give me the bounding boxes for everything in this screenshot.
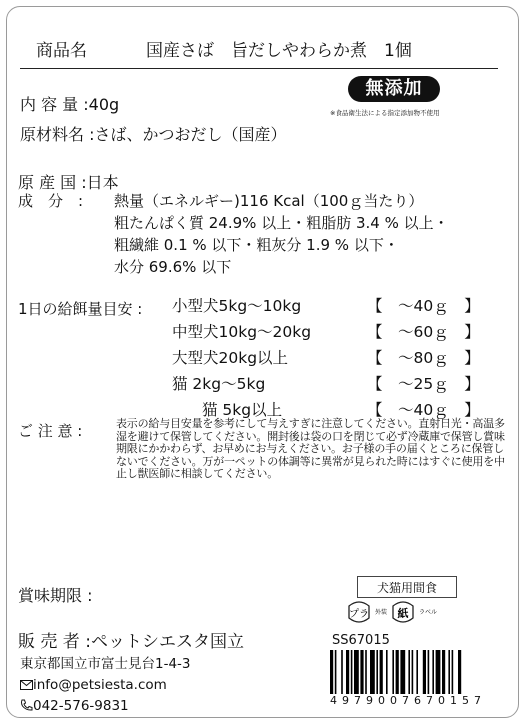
barcode-number: 4979007670157 [330,694,500,707]
phone-icon [20,699,33,711]
plastic-mark-label: 外装 [375,609,388,616]
feeding-target: 猫 2kg〜5kg [172,375,266,393]
caution-label: ご 注 意 : [18,422,83,440]
best-before-label: 賞味期限 : [18,586,93,605]
seller-address: 東京都国立市富士見台1-4-3 [20,656,191,672]
seller-email-row [20,675,191,696]
seller-name: ペットシエスタ国立 [90,632,244,652]
paper-mark-label: ラベル [419,609,438,616]
seller-row [18,627,244,652]
caution-text: 表示の給与目安量を参考にして与えすぎに注意してください。直射日光・高温多湿を避けて保管してください。開封後は袋の口を閉じて必ず冷蔵庫で保管し賞味期限にかかわらず、お早めにお与えください。お子様の手の届くところに保管しないでください。万が一ペットの体調等に異常が見られた時にはすぐに使用を中止し獣医師に相談してください。 [116,417,505,480]
plastic-mark-text: プラ [349,609,369,620]
paper-mark-text: 紙 [397,607,409,620]
feeding-label: 1日の給餌量目安 : [18,300,143,318]
contents-label: 内 容 量 : [20,95,89,114]
seller-contact [20,654,191,717]
feeding-amount: 【 ～60ｇ 】 [367,323,480,341]
feeding-target: 中型犬10kg〜20kg [172,323,312,341]
ingredients-label: 原材料名 : [20,125,95,144]
recycle-icon [345,600,475,626]
seller-phone: 042-576-9831 [33,698,129,714]
ingredients-value: さば、かつおだし（国産） [94,125,287,144]
product-name-row [36,36,412,61]
seller-email: info@petsiesta.com [33,677,167,693]
header-divider [20,68,498,69]
envelope-icon [20,680,33,690]
additive-free-badge: 無添加 [348,76,440,102]
feeding-target: 猫 5kg以上 [202,401,283,419]
product-name: 国産さば 旨だしやわらか煮 1個 [146,41,412,61]
feeding-amount: 【 ～40ｇ 】 [367,297,480,315]
ingredients-row [20,122,287,145]
seller-phone-row [20,696,191,717]
composition-line: 粗繊維 0.1 % 以下・粗灰分 1.9 % 以下・ [114,236,399,254]
feeding-table [172,294,502,424]
composition-line: 熱量（エネルギー)116 Kcal（100ｇ当たり） [114,192,424,210]
feeding-target: 小型犬5kg〜10kg [172,297,302,315]
composition-block [114,190,449,278]
contents-row [20,92,119,115]
dog-cat-snack-mark: 犬猫用間食 [357,576,457,598]
product-name-label: 商品名 [36,41,87,61]
origin-value: 日本 [86,173,119,192]
composition-label: 成 分 : [18,192,84,210]
feeding-amount: 【 ～25ｇ 】 [367,375,480,393]
feeding-amount: 【 ～40ｇ 】 [367,401,480,419]
additive-free-note: ※食品衛生法による指定添加物不使用 [330,109,440,117]
origin-label: 原 産 国 : [18,173,87,192]
feeding-amount: 【 ～80ｇ 】 [367,349,480,367]
recycle-marks [345,600,475,626]
contents-value: 40g [88,95,120,114]
composition-line: 粗たんぱく質 24.9% 以上・粗脂肪 3.4 % 以上・ [114,214,449,232]
seller-label: 販 売 者 : [18,632,91,652]
composition-line: 水分 69.6% 以下 [114,258,232,276]
feeding-target: 大型犬20kg以上 [172,349,289,367]
product-code: SS67015 [332,633,390,648]
